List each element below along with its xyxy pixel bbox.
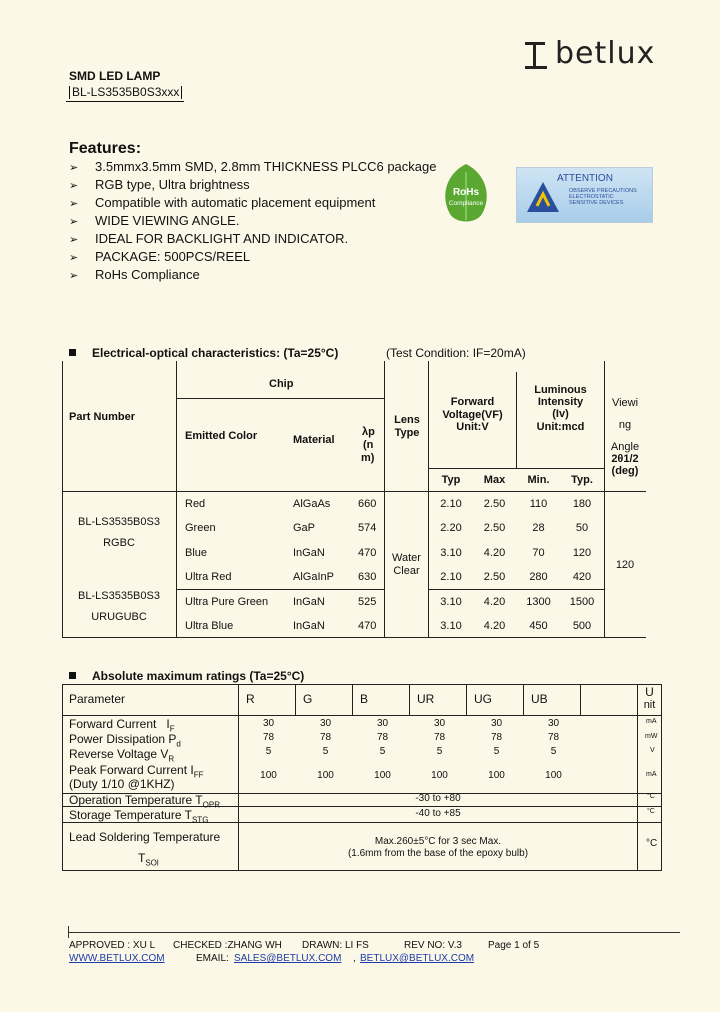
param-reverse-voltage: Reverse Voltage $V_R$ <box>69 747 175 764</box>
cell-color: Ultra Blue <box>185 620 234 632</box>
unit-operation-temp: °C <box>647 793 655 800</box>
arrow-bullet-icon: ➢ <box>69 216 79 228</box>
unit-pd: mW <box>645 733 658 740</box>
cell-iv-typ: 420 <box>572 571 592 583</box>
cell-vr: 5 <box>493 746 500 757</box>
col-lambda-p-unit: (n <box>363 439 374 451</box>
col-ug: UG <box>474 692 492 706</box>
viewing-angle-value: 120 <box>615 559 635 571</box>
table-rule <box>295 684 296 715</box>
rohs-label: RoHs <box>452 187 480 198</box>
cell-iv-typ: 50 <box>575 522 589 534</box>
col-viewing-angle: 2θ1/2 <box>611 453 639 465</box>
part-number-urugubc-suffix: URUGUBC <box>91 611 147 623</box>
cell-vr: 5 <box>265 746 272 757</box>
table-rule <box>409 684 410 715</box>
cell-iv-min: 28 <box>532 522 545 534</box>
unit-ifp: mA <box>646 771 657 778</box>
cell-if: 30 <box>490 718 503 729</box>
doc-title: SMD LED LAMP <box>69 69 161 83</box>
sales-email-link[interactable]: SALES@BETLUX.COM <box>234 953 342 964</box>
part-number-rgbc-suffix: RGBC <box>103 537 135 549</box>
cell-vf-typ: 3.10 <box>440 620 462 632</box>
footer-page: Page 1 of 5 <box>488 940 540 951</box>
feature-item: ➢ RGB type, Ultra brightness <box>69 176 436 194</box>
table-rule <box>637 684 638 871</box>
table-rule <box>62 684 63 871</box>
cell-if: 30 <box>376 718 389 729</box>
cell-iv-min: 110 <box>529 498 548 510</box>
cell-iv-typ: 180 <box>572 498 592 510</box>
cell-lambda: 630 <box>358 571 377 583</box>
col-luminous-intensity: Intensity <box>537 396 584 408</box>
col-iv-min: Min. <box>527 474 550 486</box>
logo-text: betlux <box>555 36 656 71</box>
param-duty: (Duty 1/10 @1KHZ) <box>69 777 175 791</box>
cell-iv-min: 1300 <box>526 596 551 608</box>
table-rule <box>62 684 662 685</box>
cell-iv-min: 280 <box>529 571 548 583</box>
cell-color: Green <box>185 522 216 534</box>
arrow-bullet-icon: ➢ <box>69 180 79 192</box>
cell-color: Red <box>185 498 206 510</box>
cell-if: 30 <box>319 718 332 729</box>
unit-if: mA <box>646 718 657 725</box>
col-lambda-p: λp <box>362 426 375 438</box>
cell-operation-temp: -30 to +80 <box>415 793 461 804</box>
cell-pd: 78 <box>547 732 560 743</box>
table-rule <box>580 684 581 715</box>
param-forward-current: Forward Current $I_F$ <box>69 717 175 734</box>
cell-vf-max: 4.20 <box>483 547 506 559</box>
cell-ifp: 100 <box>488 770 505 781</box>
col-lens-type: Type <box>394 427 420 439</box>
cell-ifp: 100 <box>374 770 391 781</box>
cell-pd: 78 <box>262 732 275 743</box>
cell-pd: 78 <box>376 732 389 743</box>
col-luminous-intensity-unit: Unit:mcd <box>536 421 585 433</box>
col-lens: Lens <box>394 414 420 426</box>
cell-iv-typ: 500 <box>572 620 592 632</box>
col-vf-typ: Typ <box>441 474 461 486</box>
cell-lambda: 525 <box>358 596 377 608</box>
cell-soldering-temp: Max.260±5°C for 3 sec Max. <box>374 836 502 847</box>
cell-lambda: 660 <box>358 498 377 510</box>
table-rule <box>62 715 662 716</box>
cell-lambda: 470 <box>358 547 377 559</box>
param-operation-temp: Operation Temperature $T_{OPR}$ <box>69 793 220 810</box>
cell-pd: 78 <box>433 732 446 743</box>
cell-vf-max: 4.20 <box>483 620 506 632</box>
cell-material: GaP <box>293 522 316 534</box>
feature-item: ➢ WIDE VIEWING ANGLE. <box>69 212 436 230</box>
feature-item: ➢ PACKAGE: 500PCS/REEL <box>69 248 436 266</box>
col-viewing-angle: Viewi <box>611 397 639 409</box>
col-part-number: Part Number <box>69 411 136 423</box>
col-unit: U <box>645 685 654 699</box>
feature-item: ➢ Compatible with automatic placement equipment <box>69 194 436 212</box>
rohs-sublabel: Compliance <box>448 200 484 207</box>
cell-material: InGaN <box>293 620 325 632</box>
footer-rev: REV NO: V.3 <box>404 940 462 951</box>
col-luminous-intensity: Luminous <box>534 384 587 396</box>
arrow-bullet-icon: ➢ <box>69 198 79 210</box>
cell-lambda: 574 <box>358 522 377 534</box>
param-peak-forward-current: Peak Forward Current $I_{FF}$ <box>69 763 204 780</box>
arrow-bullet-icon: ➢ <box>69 270 79 282</box>
website-link[interactable]: WWW.BETLUX.COM <box>69 953 165 964</box>
features-title: Features: <box>69 140 142 157</box>
col-b: B <box>360 692 369 706</box>
footer-rule <box>68 932 680 933</box>
unit-vr: V <box>650 747 655 754</box>
cell-iv-min: 450 <box>529 620 548 632</box>
feature-item: ➢ RoHs Compliance <box>69 266 436 284</box>
col-g: G <box>303 692 313 706</box>
cell-ifp: 100 <box>431 770 448 781</box>
col-lambda-p-unit: m) <box>361 452 375 464</box>
feature-item: ➢ IDEAL FOR BACKLIGHT AND INDICATOR. <box>69 230 436 248</box>
attention-text: OBSERVE PRECAUTIONS ELECTROSTATIC SENSITIVE DEVICES <box>569 188 637 206</box>
amr-section-title: Absolute maximum ratings (Ta=25°C) <box>69 669 304 683</box>
cell-material: AlGaInP <box>293 571 334 583</box>
cell-vr: 5 <box>322 746 329 757</box>
feature-item: ➢ 3.5mmx3.5mm SMD, 2.8mm THICKNESS PLCC6 package <box>69 158 436 176</box>
unit-storage-temp: °C <box>647 808 655 815</box>
cell-vf-typ: 2.20 <box>440 522 462 534</box>
cell-iv-min: 70 <box>532 547 545 559</box>
cell-if: 30 <box>262 718 275 729</box>
betlux-email-link[interactable]: BETLUX@BETLUX.COM <box>360 953 475 964</box>
cell-vf-typ: 3.10 <box>440 596 462 608</box>
cell-if: 30 <box>433 718 446 729</box>
footer-approved: APPROVED : XU L <box>69 940 156 951</box>
cell-vf-max: 4.20 <box>483 596 506 608</box>
col-forward-voltage-unit: Unit:V <box>456 421 489 433</box>
param-power-dissipation: Power Dissipation $P_d$ <box>69 732 181 749</box>
col-material: Material <box>293 434 335 446</box>
lens-type-value: Clear <box>393 565 420 577</box>
cell-ifp: 100 <box>317 770 334 781</box>
cell-vr: 5 <box>550 746 557 757</box>
col-forward-voltage: Forward <box>450 396 495 408</box>
arrow-bullet-icon: ➢ <box>69 234 79 246</box>
cell-pd: 78 <box>490 732 503 743</box>
cell-material: InGaN <box>293 547 325 559</box>
table-rule <box>62 870 662 871</box>
col-iv-typ: Typ. <box>571 474 593 486</box>
col-viewing-angle: Angle <box>610 441 640 453</box>
cell-pd: 78 <box>319 732 332 743</box>
footer-separator: , <box>353 953 356 964</box>
col-r: R <box>246 692 255 706</box>
cell-soldering-note: (1.6mm from the base of the epoxy bulb) <box>347 848 529 859</box>
cell-if: 30 <box>547 718 560 729</box>
col-ub: UB <box>531 692 548 706</box>
eo-section-title: Electrical-optical characteristics: (Ta=25°C) <box>69 346 338 360</box>
cell-material: AlGaAs <box>293 498 331 510</box>
footer-checked: CHECKED :ZHANG WH <box>173 940 282 951</box>
table-rule <box>352 684 353 715</box>
arrow-bullet-icon: ➢ <box>69 162 79 174</box>
col-luminous-intensity: (Iv) <box>552 408 569 420</box>
col-ur: UR <box>417 692 435 706</box>
cell-color: Ultra Red <box>185 571 232 583</box>
cell-vf-max: 2.50 <box>483 498 506 510</box>
cell-lambda: 470 <box>358 620 377 632</box>
cell-color: Ultra Pure Green <box>185 596 269 608</box>
cell-vr: 5 <box>379 746 386 757</box>
cell-iv-typ: 120 <box>572 547 592 559</box>
cell-ifp: 100 <box>260 770 277 781</box>
cell-color: Blue <box>185 547 208 559</box>
cell-vf-typ: 2.10 <box>440 571 462 583</box>
col-forward-voltage: Voltage(VF) <box>442 409 503 421</box>
param-storage-temp: Storage Temperature $T_{STG}$ <box>69 808 209 825</box>
unit-soldering-temp: °C <box>646 838 658 849</box>
col-emitted-color: Emitted Color <box>185 430 258 442</box>
cell-vr: 5 <box>436 746 443 757</box>
lens-type-value: Water <box>392 552 421 564</box>
cell-iv-typ: 1500 <box>569 596 595 608</box>
col-parameter: Parameter <box>69 692 126 706</box>
col-chip: Chip <box>269 378 294 390</box>
attention-title: ATTENTION <box>557 173 613 184</box>
cell-vf-typ: 3.10 <box>440 547 462 559</box>
col-viewing-angle-unit: (deg) <box>611 465 639 477</box>
cell-ifp: 100 <box>545 770 562 781</box>
part-number-rgbc: BL-LS3535B0S3 <box>78 516 160 528</box>
part-number-header: BL-LS3535B0S3xxx <box>69 86 182 99</box>
col-unit: nit <box>643 699 656 711</box>
table-rule <box>661 684 662 871</box>
cell-vf-max: 2.50 <box>483 522 506 534</box>
test-condition: (Test Condition: IF=20mA) <box>386 346 526 360</box>
table-rule <box>523 684 524 715</box>
footer-drawn: DRAWN: LI FS <box>302 940 369 951</box>
col-vf-max: Max <box>483 474 506 486</box>
cell-vf-max: 2.50 <box>483 571 506 583</box>
footer-email-label: EMAIL: <box>196 953 229 964</box>
cell-storage-temp: -40 to +85 <box>415 808 461 819</box>
part-number-urugubc: BL-LS3535B0S3 <box>78 590 160 602</box>
arrow-bullet-icon: ➢ <box>69 252 79 264</box>
table-rule <box>466 684 467 715</box>
param-lead-soldering: Lead Soldering Temperature <box>69 830 221 844</box>
cell-vf-typ: 2.10 <box>440 498 462 510</box>
param-tsol-symbol: $T_{SOl}$ <box>138 851 159 868</box>
col-viewing-angle: ng <box>618 419 632 431</box>
cell-material: InGaN <box>293 596 325 608</box>
